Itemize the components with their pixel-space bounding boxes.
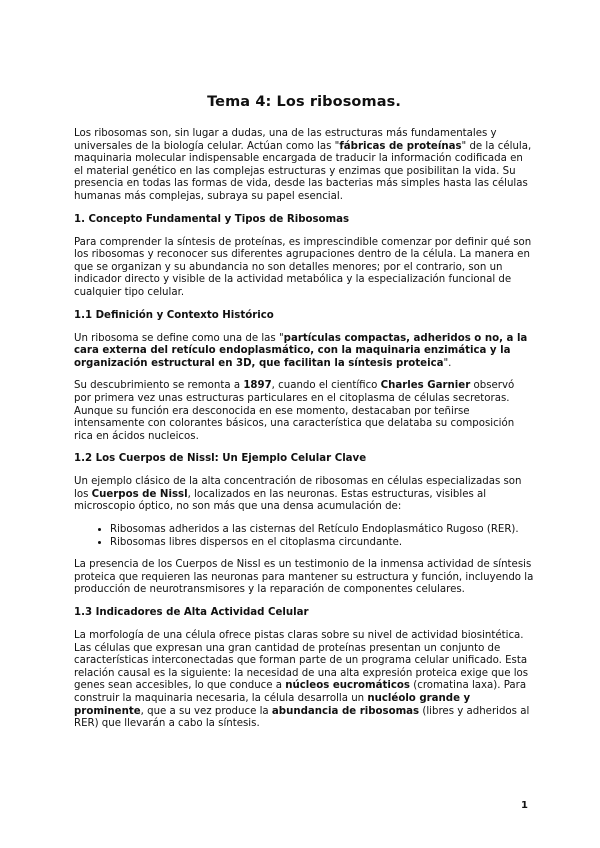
- section-1-2-heading: 1.2 Los Cuerpos de Nissl: Un Ejemplo Celular Clave: [74, 453, 367, 465]
- section-1-heading: 1. Concepto Fundamental y Tipos de Ribosomas: [74, 213, 350, 225]
- list-item: • Ribosomas adheridos a las cisternas del Retículo Endoplasmático Rugoso (RER).: [110, 524, 534, 537]
- s13-p1-bold-1: núcleos eucromáticos: [285, 680, 410, 692]
- intro-text-2: " de la célula, maquinaria molecular indispensable encargada de traducir la información codificada en el material genético en las complejas estructuras y enzimas que posibilitan la vida. Su presencia en todas las formas de vida, desde las bacterias más simples hasta las células humanas más complejas, subraya su papel esencial.: [74, 140, 532, 202]
- s11-p2-text-3: observó por primera vez unas estructuras particulares en el citoplasma de células secretoras. Aunque su función era desconocida en ese momento, destacaban por teñirse intensamente con colorantes básicos, una característica que delataba su composición rica en ácidos nucleicos.: [74, 380, 515, 442]
- s13-p1-text-2: (cromatina laxa). Para construir la maquinaria necesaria, la célula desarrolla un: [74, 680, 527, 704]
- s11-p2-bold-1: 1897: [243, 380, 272, 392]
- s13-p1-text-3: , que a su vez produce la: [140, 705, 272, 717]
- page-content: [74, 94, 534, 741]
- section-1-paragraph: Para comprender la síntesis de proteínas, es imprescindible comenzar por definir qué son los ribosomas y reconocer sus diferentes agrupaciones dentro de la célula. La manera en que se organizan y su abundancia no son detalles menores; por el contrario, son un indicador directo y visible de la actividad metabólica y la especialización funcional de cualquier tipo celular.: [74, 236, 532, 298]
- s12-p1-text-2: , localizados en las neuronas. Estas estructuras, visibles al microscopio óptico, no son más que una densa acumulación de:: [74, 488, 487, 513]
- s13-p1-text-1: La morfología de una célula ofrece pistas claras sobre su nivel de actividad biosintética. Las células que expresan una gran cantidad de proteínas presentan un conjunto de características interconectadas que forman parte de un programa celular unificado. Esta relación causal es la siguiente: la necesidad de una alta expresión proteica exige que los genes sean accesibles, lo que conduce a: [74, 630, 529, 692]
- s11-p2-bold-2: Charles Garnier: [380, 380, 471, 392]
- s12-p1-text-1: Un ejemplo clásico de la alta concentración de ribosomas en células especializadas son los: [74, 476, 522, 500]
- s13-p1-bold-2: nucléolo grande y prominente: [74, 693, 471, 717]
- section-1-1-heading: 1.1 Definición y Contexto Histórico: [74, 309, 274, 321]
- s13-p1-text-4: (libres y adheridos al RER) que llevarán a cabo la síntesis.: [74, 705, 530, 730]
- s11-p1-bold-1: partículas compactas, adheridos o no, a la cara externa del retículo endoplasmático, con la maquinaria enzimática y la organización estructural en 3D, que facilitan la síntesis proteica: [74, 332, 528, 369]
- intro-text-1: Los ribosomas son, sin lugar a dudas, una de las estructuras más fundamentales y universales de la biología celular. Actúan como las ": [74, 128, 497, 152]
- section-1-1-paragraph-2: [74, 380, 534, 443]
- section-1-3-paragraph: [74, 630, 534, 731]
- intro-paragraph: [74, 128, 534, 204]
- page-number: 1: [521, 800, 528, 811]
- s11-p2-text-1: Su descubrimiento se remonta a: [74, 380, 244, 392]
- section-1-1-paragraph-1: [74, 333, 534, 371]
- section-1-2-paragraph-2: La presencia de los Cuerpos de Nissl es un testimonio de la inmensa actividad de síntesis proteica que requieren las neuronas para mantener su estructura y función, incluyendo la producción de neurotransmisores y la reparación de componentes celulares.: [74, 559, 534, 596]
- s12-p1-bold-1: Cuerpos de Nissl: [91, 488, 188, 500]
- section-1-3-heading: 1.3 Indicadores de Alta Actividad Celular: [74, 607, 309, 619]
- s13-p1-bold-3: abundancia de ribosomas: [271, 705, 420, 717]
- s11-p1-text-2: ".: [443, 357, 452, 369]
- list-item: • Ribosomas libres dispersos en el citoplasma circundante.: [110, 537, 534, 550]
- s11-p2-text-2: , cuando el científico: [271, 380, 381, 392]
- bullet-list: [74, 524, 534, 549]
- section-1-2-paragraph-1: [74, 476, 534, 514]
- intro-bold-1: fábricas de proteínas: [339, 140, 462, 152]
- page-title: Tema 4: Los ribosomas.: [207, 94, 401, 110]
- s11-p1-text-1: Un ribosoma se define como una de las ": [74, 332, 284, 344]
